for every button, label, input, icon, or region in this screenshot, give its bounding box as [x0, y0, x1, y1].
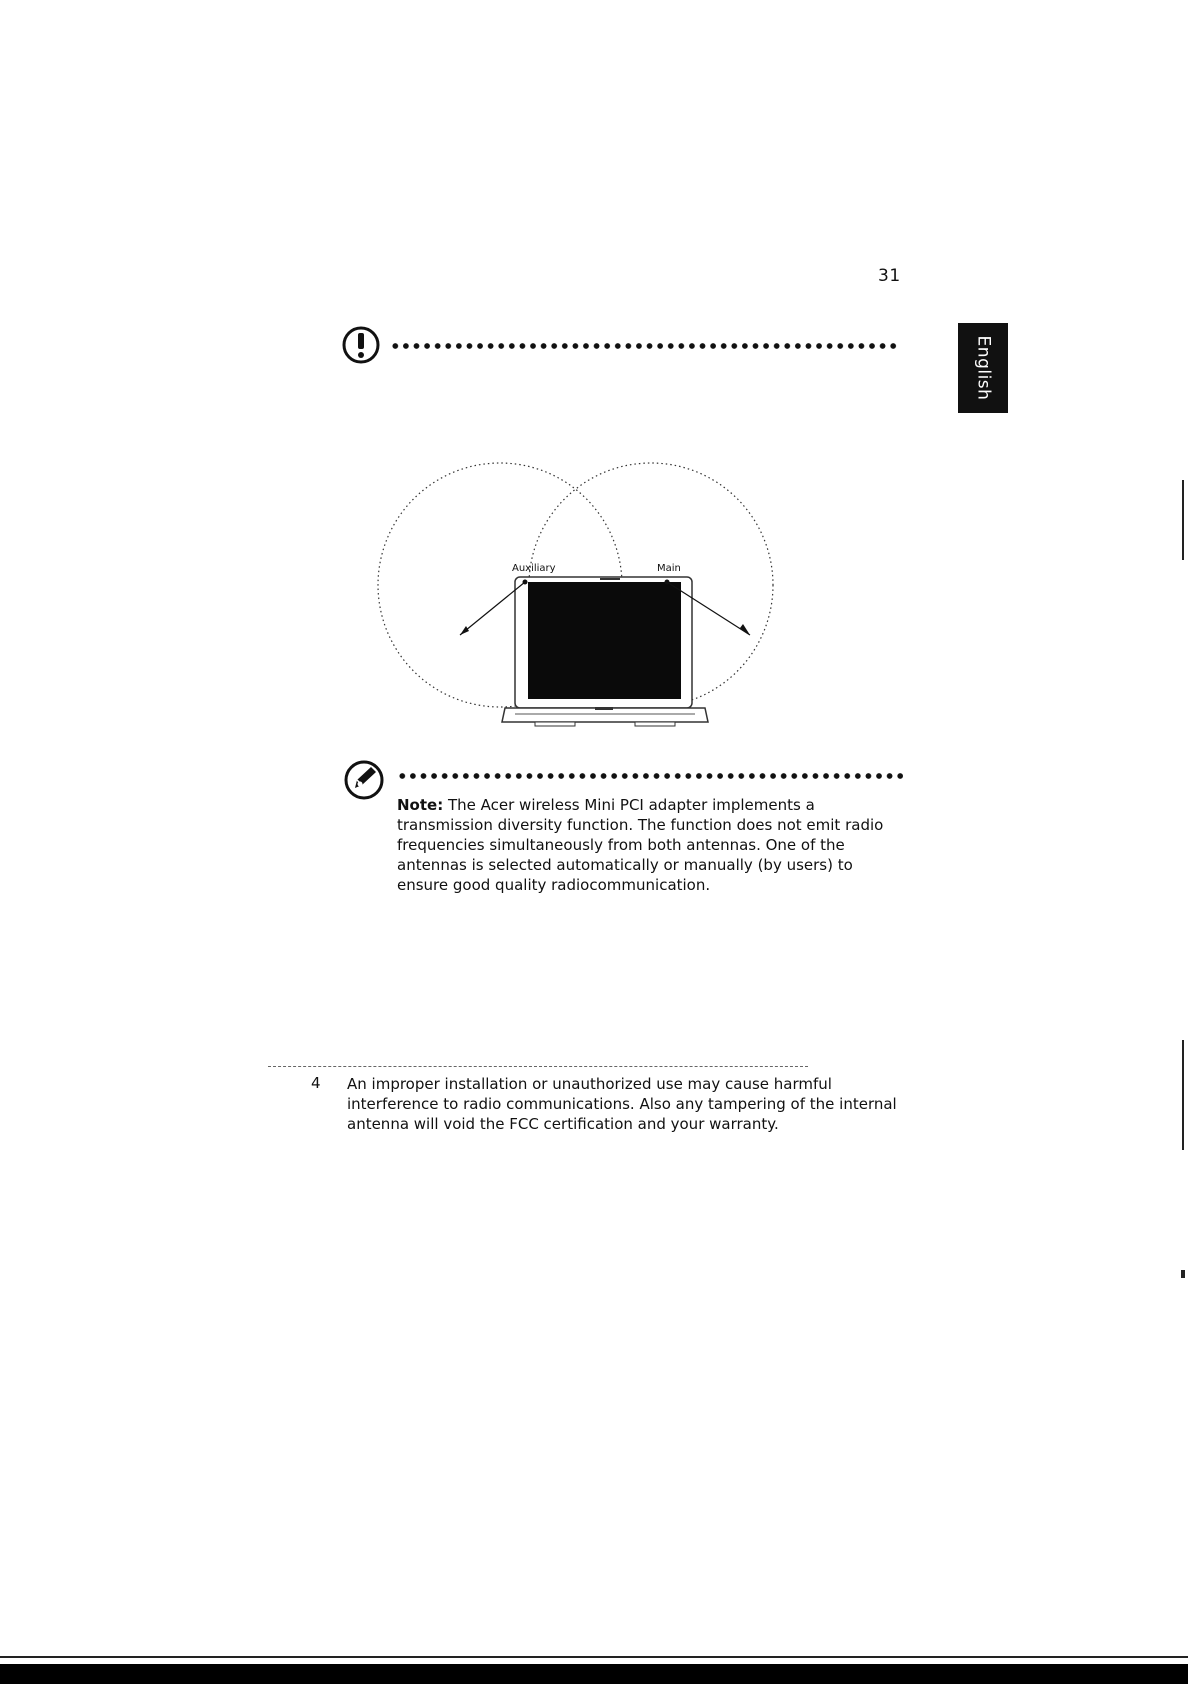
scan-line: [0, 1656, 1188, 1658]
note-dotted-rule: [397, 773, 903, 779]
auxiliary-label: Auxiliary: [512, 563, 556, 574]
language-tab-label: English: [973, 335, 994, 401]
footnote-separator: [268, 1066, 808, 1067]
note-label: Note:: [397, 796, 444, 814]
language-tab: [958, 323, 1008, 413]
note-paragraph: [397, 795, 907, 895]
scan-edge-mark: [1181, 1270, 1185, 1278]
footnote-number: 4: [311, 1074, 321, 1092]
pencil-note-icon: [342, 758, 386, 802]
main-label: Main: [657, 563, 681, 574]
antenna-diagram: [375, 460, 815, 740]
scan-edge-mark: [1182, 480, 1184, 560]
laptop-screen: [528, 582, 681, 699]
page-number: 31: [878, 266, 901, 286]
footnote-text: An improper installation or unauthorized use may cause harmful interference to radio communications. Also any tampering of the internal antenna will void the FCC certification and your warranty.: [347, 1075, 897, 1133]
scan-bar: [0, 1664, 1188, 1684]
exclamation-circle-icon: [340, 324, 382, 366]
laptop-base: [502, 708, 708, 722]
note-text: The Acer wireless Mini PCI adapter implements a transmission diversity function. The function does not emit radio frequencies simultaneously from both antennas. One of the antennas is selected automatically or manually (by users) to ensure good quality radiocommunication.: [397, 796, 884, 894]
caution-dotted-rule: [390, 343, 900, 349]
scan-edge-mark: [1182, 1040, 1184, 1150]
